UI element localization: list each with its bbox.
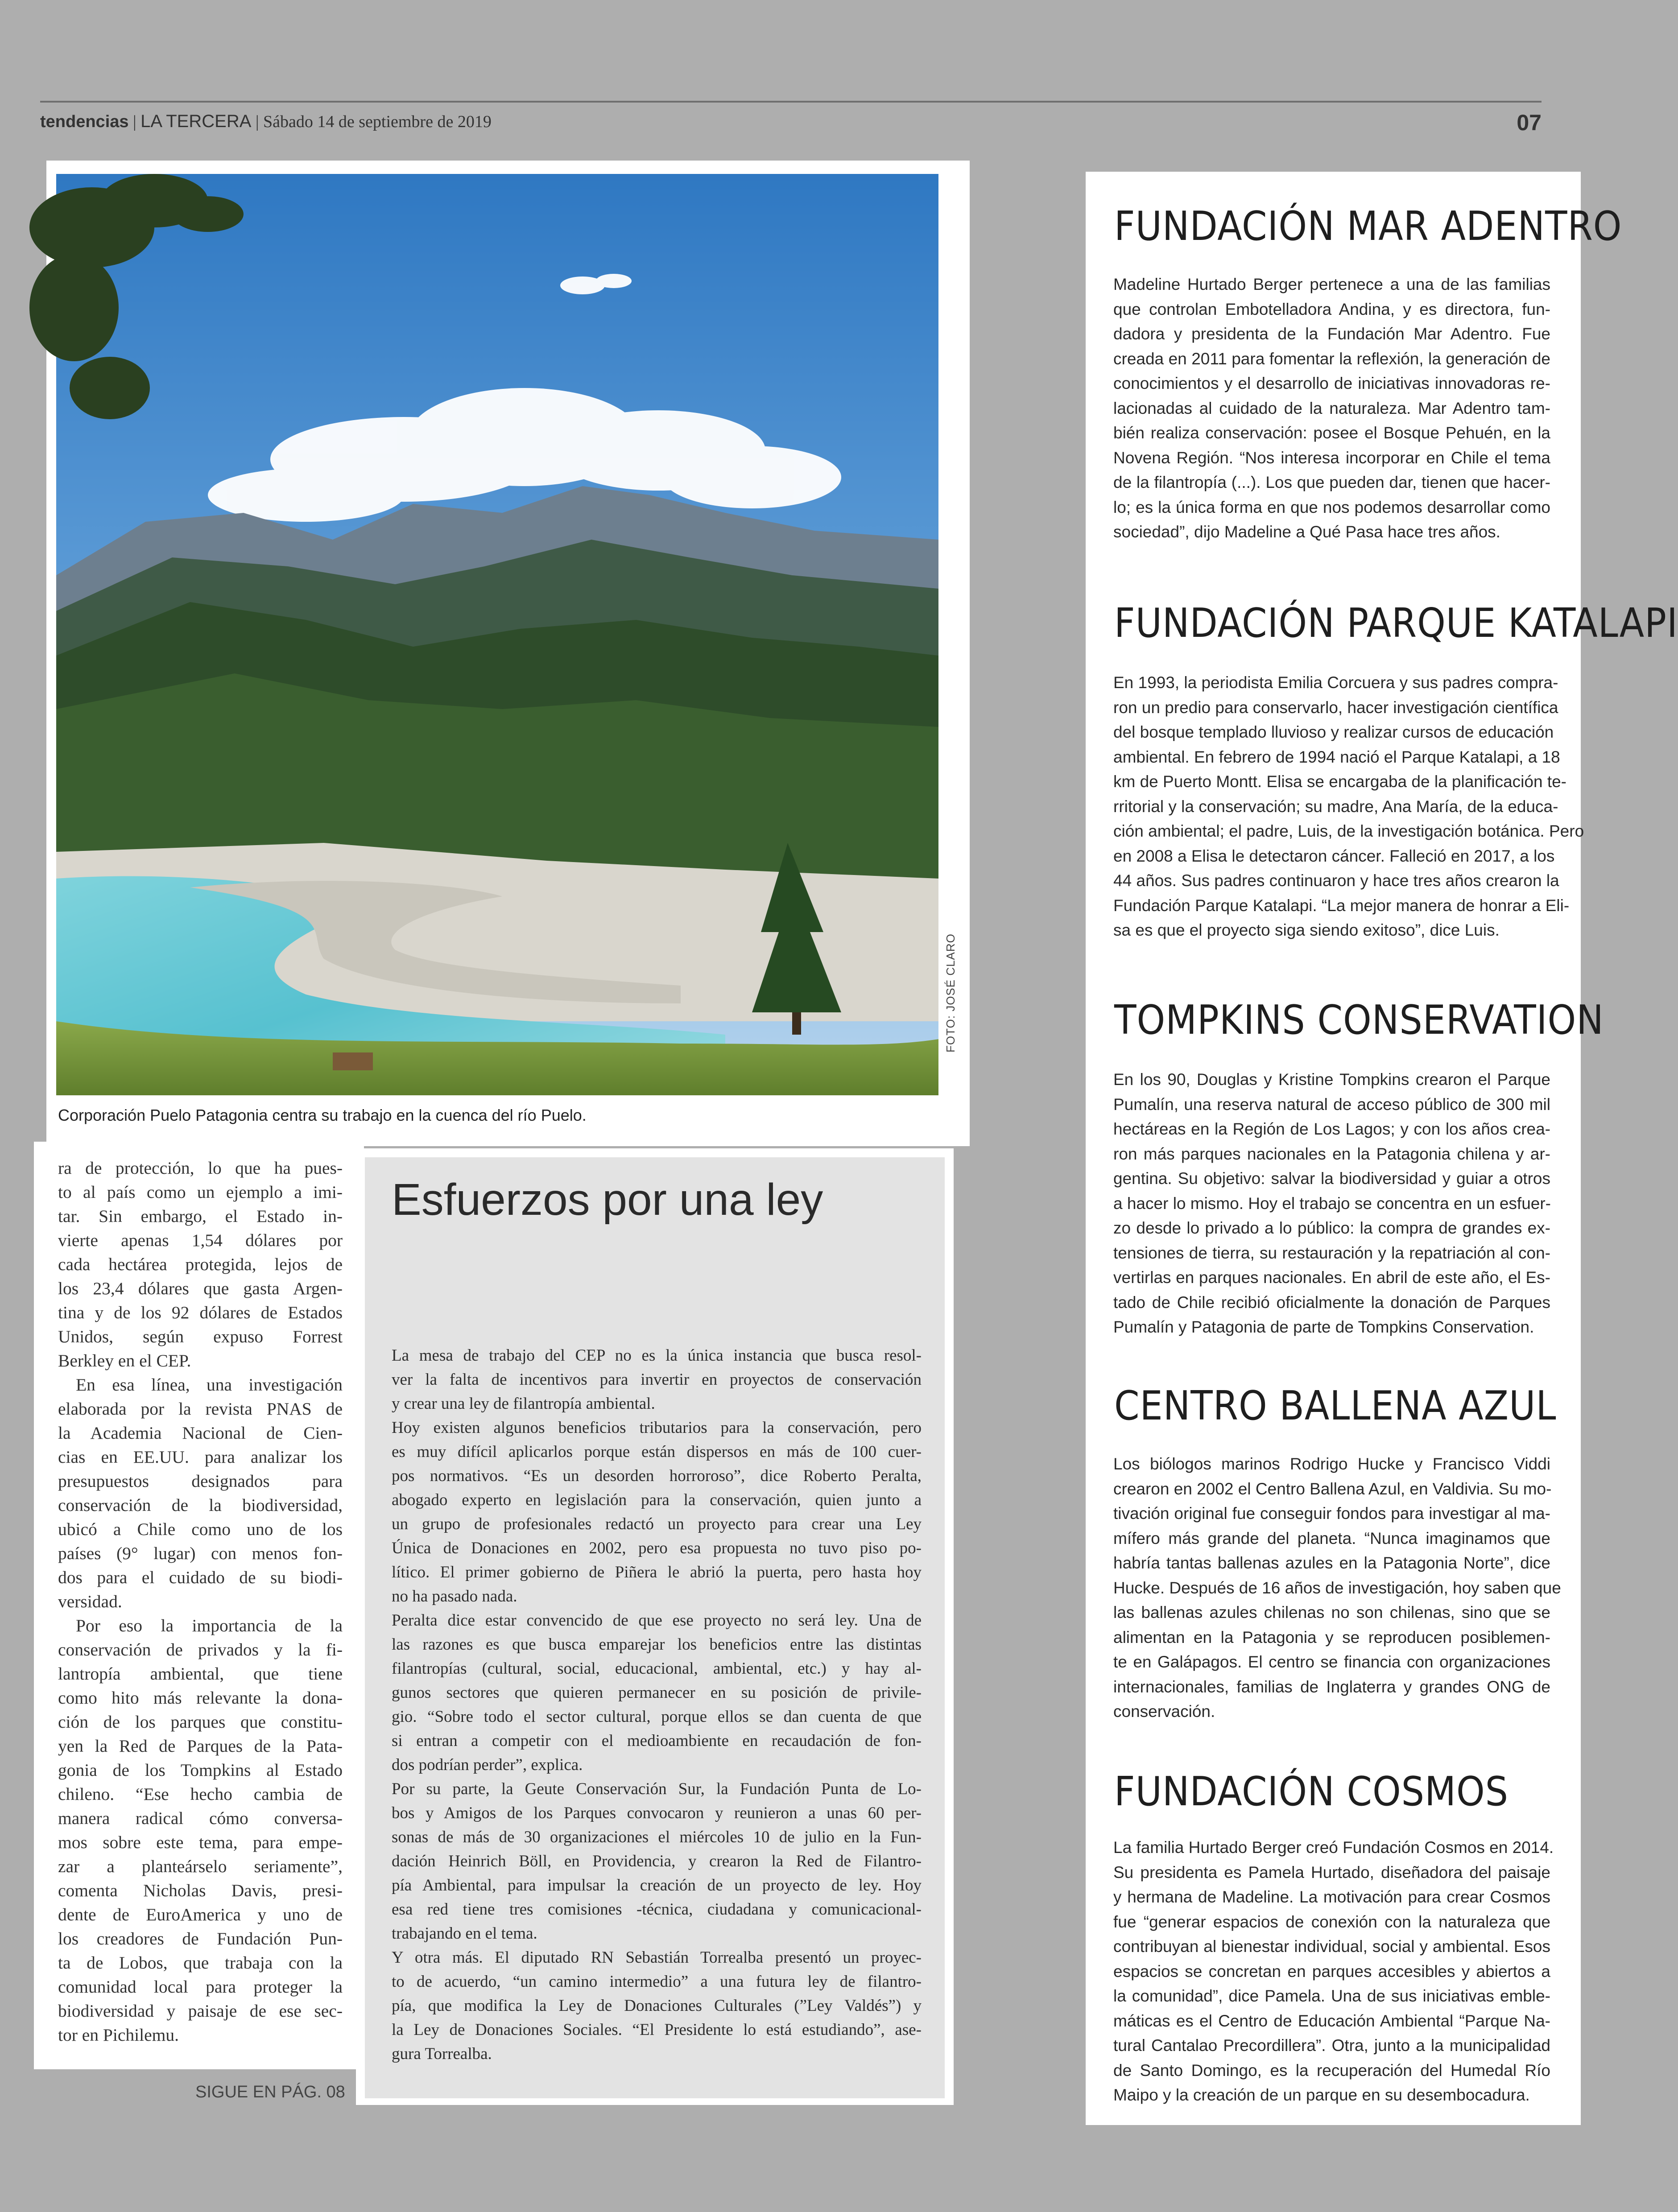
box-line: gio. “Sobre todo el sector cultural, porque ellos se dan cuenta de que (392, 1708, 922, 1726)
box-line: un grupo de profesionales redactó un proyecto para crear una Ley (392, 1515, 922, 1533)
box-line: esa red tiene tres comisiones -técnica, ciudadana y comunicacional- (392, 1900, 922, 1919)
sidebar-line: tivación original fue conseguir fondos para investigar al ma- (1113, 1504, 1550, 1523)
article-line: los creadores de Fundación Pun- (58, 1929, 343, 1948)
sidebar-line: tensiones de tierra, su restauración y la repatriación al con- (1113, 1243, 1550, 1262)
sidebar-line: lacionadas al cuidado de la naturaleza. Mar Adentro tam- (1113, 399, 1550, 417)
box-line: dación Heinrich Böll, en Providencia, y crearon la Red de Filantro- (392, 1852, 922, 1870)
article-line: la Academia Nacional de Cien- (58, 1423, 343, 1443)
article-line: cada hectárea protegida, lejos de (58, 1255, 343, 1274)
sidebar-line: hectáreas en la Región de Los Lagos; y con los años crea- (1113, 1120, 1550, 1138)
box-line: si entran a competir con el medioambiente en recaudación de fon- (392, 1732, 922, 1750)
sidebar-line: En los 90, Douglas y Kristine Tompkins crearon el Parque (1113, 1070, 1550, 1089)
article-line: Por eso la importancia de la (76, 1616, 343, 1635)
box-line: dos podrían perder”, explica. (392, 1756, 583, 1774)
sidebar-line: gentina. Su objetivo: salvar la biodiversidad y guiar a otros (1113, 1169, 1550, 1188)
main-article-text (58, 1156, 343, 2047)
sidebar-title-tompkins: TOMPKINS CONSERVATION (1114, 997, 1604, 1044)
sidebar-line: La familia Hurtado Berger creó Fundación Cosmos en 2014. (1113, 1838, 1554, 1857)
sidebar-text-tompkins (1113, 1067, 1550, 1340)
sidebar-line: tural Cantalao Precordillera”. Otra, junto a la municipalidad (1113, 2036, 1550, 2055)
sidebar-line: ron un predio para conservarlo, hacer investigación científica (1113, 698, 1558, 717)
sidebar-line: crearon en 2002 el Centro Ballena Azul, en Valdivia. Su mo- (1113, 1479, 1552, 1498)
box-line: Hoy existen algunos beneficios tributarios para la conservación, pero (392, 1419, 922, 1437)
box-line: y crear una ley de filantropía ambiental. (392, 1395, 655, 1413)
continue-note: SIGUE EN PÁG. 08 (195, 2083, 345, 2101)
sidebar-line: sociedad”, dijo Madeline a Qué Pasa hace tres años. (1113, 523, 1500, 541)
sidebar-line: contribuyan al bienestar individual, social y ambiental. Esos (1113, 1937, 1550, 1956)
sidebar-line: sa es que el proyecto siga siendo exitoso”, dice Luis. (1113, 921, 1500, 939)
sidebar-text-cosmos (1113, 1835, 1554, 2108)
sidebar-line: En 1993, la periodista Emilia Corcuera y sus padres compra- (1113, 673, 1558, 692)
box-line: Única de Donaciones en 2002, pero esa propuesta no tuvo piso po- (392, 1539, 922, 1557)
sidebar-line: mífero más grande del planeta. “Nunca imaginamos que (1113, 1529, 1550, 1548)
article-line: tar. Sin embargo, el Estado in- (58, 1206, 343, 1226)
sidebar-line: creada en 2011 para fomentar la reflexión, la generación de (1113, 349, 1550, 368)
river-landscape-photo (56, 174, 938, 1095)
sidebar-title-mar-adentro: FUNDACIÓN MAR ADENTRO (1114, 203, 1622, 250)
sidebar-line: de Santo Domingo, es la recuperación del Humedal Río (1113, 2061, 1550, 2080)
article-line: ubicó a Chile como uno de los (58, 1519, 343, 1539)
sidebar-line: vertirlas en parques nacionales. En abril de este año, el Es- (1113, 1268, 1550, 1287)
sidebar-line: y hermana de Madeline. La motivación para crear Cosmos (1113, 1888, 1550, 1906)
article-line: Berkley en el CEP. (58, 1351, 191, 1370)
box-line: gura Torrealba. (392, 2045, 492, 2063)
article-line: ra de protección, lo que ha pues- (58, 1158, 343, 1178)
box-frame (356, 1148, 954, 2105)
sidebar-line: Los biólogos marinos Rodrigo Hucke y Francisco Viddi (1113, 1455, 1550, 1473)
sidebar-line: lo; es la única forma en que nos podemos desarrollar como (1113, 498, 1550, 516)
page-number: 07 (1517, 110, 1542, 135)
sidebar-line: la comunidad”, dice Pamela. Una de sus iniciativas emble- (1113, 1987, 1550, 2005)
photo-credit: FOTO: JOSÉ CLARO (944, 933, 957, 1052)
article-line: tina y de los 92 dólares de Estados (58, 1303, 343, 1322)
article-line: versidad. (58, 1592, 122, 1611)
box-line: sonas de más de 30 organizaciones el miércoles 10 de julio en la Fun- (392, 1828, 922, 1846)
sidebar-title-ballena-azul: CENTRO BALLENA AZUL (1114, 1382, 1557, 1429)
sidebar-line: del bosque templado lluvioso y realizar cursos de educación (1113, 723, 1554, 741)
box-line: trabajando en el tema. (392, 1924, 537, 1943)
sidebar-line: dadora y presidenta de la Fundación Mar Adentro. Fue (1113, 325, 1550, 343)
box-line: es muy difícil aplicarlos porque están dispersos en más de 100 cuer- (392, 1443, 922, 1461)
box-line: la Ley de Donaciones Sociales. “El Presidente lo está estudiando”, ase- (392, 2021, 922, 2039)
sidebar-line: de la filantropía (...). Los que pueden dar, tienen que hacer- (1113, 473, 1550, 491)
article-line: países (9° lugar) con menos fon- (58, 1543, 343, 1563)
box-line: pía Ambiental, para impulsar la creación de un proyecto de ley. Hoy (392, 1876, 922, 1894)
article-line: vierte apenas 1,54 dólares por (58, 1230, 343, 1250)
box-title: Esfuerzos por una ley (392, 1175, 823, 1225)
sidebar-line: rritorial y la conservación; su madre, Ana María, de la educa- (1113, 797, 1558, 816)
article-line: ta de Lobos, que trabaja con la (58, 1953, 343, 1973)
photo-caption: Corporación Puelo Patagonia centra su trabajo en la cuenca del río Puelo. (58, 1106, 587, 1124)
article-line: manera radical cómo conversa- (58, 1808, 343, 1828)
sidebar-line: km de Puerto Montt. Elisa se encargaba de la planificación te- (1113, 772, 1567, 791)
box-line: gunos sectores que quieren permanecer en su posición de privile- (392, 1684, 922, 1702)
article-line: los 23,4 dólares que gasta Argen- (58, 1279, 343, 1298)
sidebar-line: Hucke. Después de 16 años de investigación, hoy saben que (1113, 1578, 1561, 1597)
article-line: lantropía ambiental, que tiene (58, 1664, 343, 1684)
sidebar-line: Pumalín, una reserva natural de acceso público de 300 mil (1113, 1095, 1550, 1114)
article-line: conservación de la biodiversidad, (58, 1495, 343, 1515)
article-line: to al país como un ejemplo a imi- (58, 1182, 343, 1202)
sidebar-line: máticas es el Centro de Educación Ambiental “Parque Na- (1113, 2011, 1550, 2030)
box-line: Peralta dice estar convencido de que ese proyecto no será ley. Una de (392, 1611, 922, 1630)
law-efforts-box (365, 1157, 945, 2098)
publication-date: Sábado 14 de septiembre de 2019 (263, 112, 492, 131)
article-line: comenta Nicholas Davis, presi- (58, 1881, 343, 1900)
section-name: tendencias (40, 112, 129, 131)
article-line: comunidad local para proteger la (58, 1977, 343, 1997)
article-line: elaborada por la revista PNAS de (58, 1399, 343, 1419)
sidebar-line: que controlan Embotelladora Andina, y es directora, fun- (1113, 300, 1550, 318)
box-line: pía, que modifica la Ley de Donaciones Culturales (”Ley Valdés”) y (392, 1997, 922, 2015)
article-line: tor en Pichilemu. (58, 2025, 179, 2045)
sidebar-line: ambiental. En febrero de 1994 nació el Parque Katalapi, a 18 (1113, 747, 1560, 766)
box-line: las razones es que busca emparejar los beneficios entre las distintas (392, 1635, 922, 1654)
main-article-column (34, 1142, 364, 2069)
sidebar-line: conservación. (1113, 1702, 1215, 1721)
article-line: gonia de los Tompkins al Estado (58, 1760, 343, 1780)
article-line: En esa línea, una investigación (76, 1375, 343, 1395)
article-line: Unidos, según expuso Forrest (58, 1327, 343, 1346)
article-line: yen la Red de Parques de la Pata- (58, 1736, 343, 1756)
article-line: dos para el cuidado de su biodi- (58, 1568, 343, 1587)
sidebar-line: habría tantas ballenas azules en la Patagonia Norte”, dice (1113, 1554, 1550, 1572)
sidebar-line: las ballenas azules chilenas no son chilenas, sino que se (1113, 1603, 1550, 1622)
sidebar-line: Fundación Parque Katalapi. “La mejor manera de honrar a Eli- (1113, 896, 1570, 915)
box-line: La mesa de trabajo del CEP no es la única instancia que busca resol- (392, 1346, 922, 1365)
sidebar-line: fue “generar espacios de conexión con la naturaleza que (1113, 1912, 1550, 1931)
sidebar-line: Maipo y la creación de un parque en su desembocadura. (1113, 2086, 1530, 2104)
sidebar-text-katalapi (1113, 670, 1584, 943)
box-line: Por su parte, la Geute Conservación Sur, la Fundación Punta de Lo- (392, 1780, 922, 1798)
header-info (40, 111, 492, 132)
sidebar-line: conocimientos y el desarrollo de iniciativas innovadoras re- (1113, 374, 1550, 392)
sidebar-line: internacionales, familias de Inglaterra y grandes ONG de (1113, 1677, 1550, 1696)
box-line: bos y Amigos de los Parques convocaron y reunieron a unas 60 per- (392, 1804, 922, 1822)
sidebar-text-mar-adentro (1113, 272, 1550, 545)
sidebar-line: tado de Chile recibió oficialmente la donación de Parques (1113, 1293, 1550, 1312)
article-line: mos sobre este tema, para empe- (58, 1832, 343, 1852)
sidebar-line: zo desde lo privado a lo público: la compra de grandes ex- (1113, 1219, 1550, 1237)
sidebar-line: bién realiza conservación: posee el Bosque Pehuén, en la (1113, 424, 1550, 442)
article-line: ción de los parques que constitu- (58, 1712, 343, 1732)
box-text (392, 1344, 922, 2066)
header-separator: | (133, 112, 141, 131)
box-line: no ha pasado nada. (392, 1587, 517, 1605)
foundations-sidebar (1086, 172, 1678, 2125)
sidebar-line: te en Galápagos. El centro se financia con organizaciones (1113, 1653, 1550, 1671)
article-line: chileno. “Ese hecho cambia de (58, 1784, 343, 1804)
page-header (40, 110, 1542, 136)
article-line: biodiversidad y paisaje de ese sec- (58, 2001, 343, 2021)
sidebar-line: en 2008 a Elisa le detectaron cáncer. Falleció en 2017, a los (1113, 846, 1555, 865)
box-line: filantropías (cultural, social, educacional, ambiental, etc.) y hay al- (392, 1659, 922, 1678)
article-line: dente de EuroAmerica y uno de (58, 1905, 343, 1924)
sidebar-line: 44 años. Sus padres continuaron y hace tres años crearon la (1113, 871, 1559, 890)
sidebar-line: Madeline Hurtado Berger pertenece a una de las familias (1113, 275, 1550, 293)
sidebar-line: Su presidenta es Pamela Hurtado, diseñadora del paisaje (1113, 1863, 1550, 1882)
newspaper-name: LA TERCERA (141, 111, 252, 131)
sidebar-title-cosmos: FUNDACIÓN COSMOS (1114, 1768, 1509, 1815)
header-separator: | (255, 112, 263, 131)
sidebar-title-katalapi: FUNDACIÓN PARQUE KATALAPI (1114, 600, 1678, 647)
header-rule (40, 101, 1542, 103)
box-line: pos normativos. “Es un desorden horroroso”, dice Roberto Peralta, (392, 1467, 922, 1485)
photo-panel (46, 161, 970, 1146)
article-line: conservación de privados y la fi- (58, 1640, 343, 1659)
article-line: cias en EE.UU. para analizar los (58, 1447, 343, 1467)
box-line: ver la falta de incentivos para invertir en proyectos de conservación (392, 1370, 922, 1389)
sidebar-line: ron más parques nacionales en la Patagonia chilena y ar- (1113, 1144, 1550, 1163)
sidebar-line: a hacer lo mismo. Hoy el trabajo se concentra en un esfuer- (1113, 1194, 1551, 1213)
sidebar-text-ballena-azul (1113, 1452, 1561, 1724)
article-line: zar a planteárselo seriamente”, (58, 1857, 343, 1876)
box-line: abogado experto en legislación para la conservación, quien junto a (392, 1491, 922, 1509)
sidebar-line: Pumalín y Patagonia de parte de Tompkins Conservation. (1113, 1318, 1534, 1336)
article-line: como hito más relevante la dona- (58, 1688, 343, 1708)
box-line: lítico. El primer gobierno de Piñera le abrió la puerta, pero hasta hoy (392, 1563, 922, 1581)
box-line: to de acuerdo, “un camino intermedio” a una futura ley de filantro- (392, 1973, 922, 1991)
sidebar-line: ción ambiental; el padre, Luis, de la investigación botánica. Pero (1113, 822, 1584, 840)
sidebar-line: alimentan en la Patagonia y se reproducen posiblemen- (1113, 1628, 1550, 1647)
article-line: presupuestos designados para (58, 1471, 343, 1491)
box-line: Y otra más. El diputado RN Sebastián Torrealba presentó un proyec- (392, 1948, 922, 1967)
sidebar-line: Novena Región. “Nos interesa incorporar en Chile el tema (1113, 448, 1550, 467)
sidebar-line: espacios se concretan en parques accesibles y abiertos a (1113, 1962, 1550, 1981)
